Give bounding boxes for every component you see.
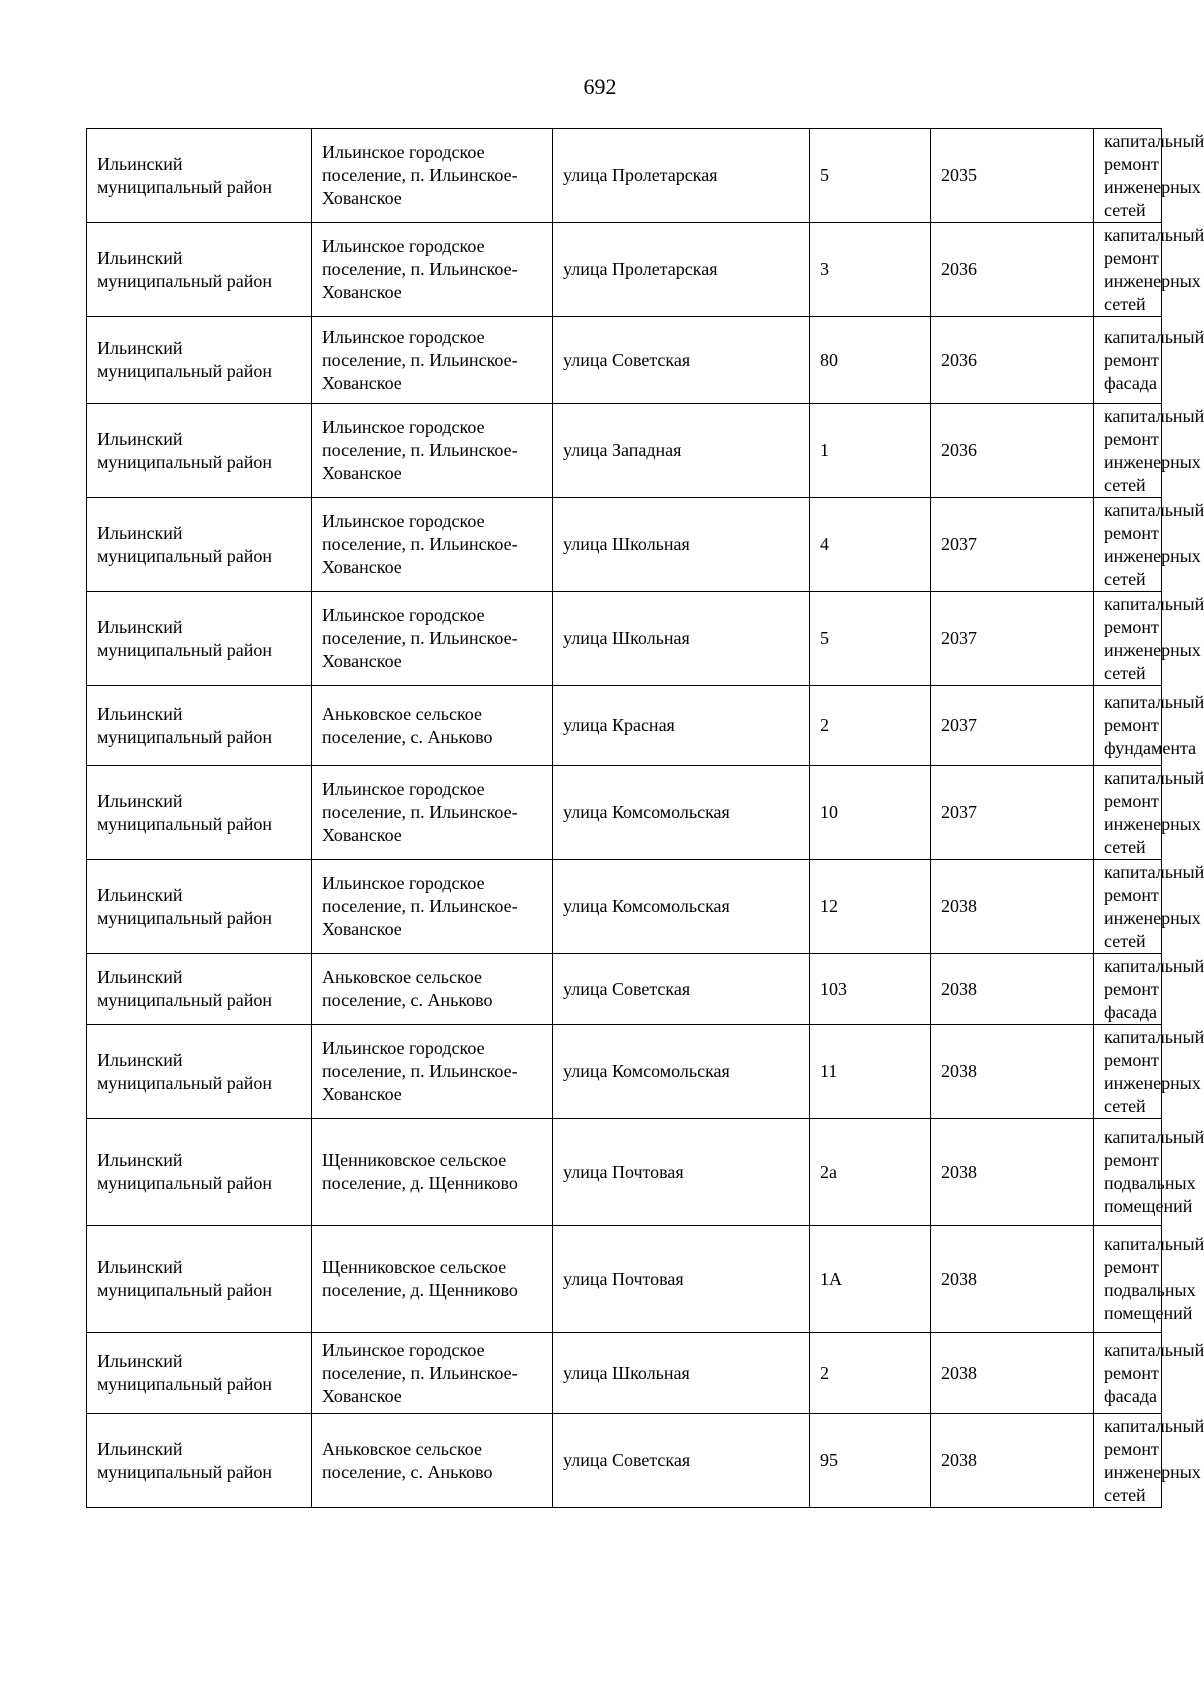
work-type-cell: капитальный ремонт инженерных сетей: [1094, 404, 1162, 498]
district-cell: Ильинский муниципальный район: [87, 1025, 312, 1119]
street-cell: улица Западная: [553, 404, 810, 498]
year-cell: 2036: [931, 223, 1094, 317]
settlement-cell: Щенниковское сельское поселение, д. Щенниково: [312, 1119, 553, 1226]
settlement-cell: Ильинское городское поселение, п. Ильинское-Хованское: [312, 498, 553, 592]
street-cell: улица Школьная: [553, 592, 810, 686]
street-cell: улица Почтовая: [553, 1226, 810, 1333]
table-row: [87, 954, 1162, 1025]
street-cell: улица Пролетарская: [553, 129, 810, 223]
year-cell: 2038: [931, 1333, 1094, 1414]
street-cell: улица Школьная: [553, 1333, 810, 1414]
settlement-cell: Ильинское городское поселение, п. Ильинское-Хованское: [312, 860, 553, 954]
street-cell: улица Советская: [553, 954, 810, 1025]
year-cell: 2038: [931, 1119, 1094, 1226]
work-type-cell: капитальный ремонт фасада: [1094, 954, 1162, 1025]
work-type-cell: капитальный ремонт фундамента: [1094, 686, 1162, 766]
house-number-cell: 2а: [810, 1119, 931, 1226]
house-number-cell: 80: [810, 317, 931, 404]
district-cell: Ильинский муниципальный район: [87, 223, 312, 317]
year-cell: 2038: [931, 1025, 1094, 1119]
street-cell: улица Комсомольская: [553, 1025, 810, 1119]
street-cell: улица Советская: [553, 317, 810, 404]
district-cell: Ильинский муниципальный район: [87, 129, 312, 223]
street-cell: улица Комсомольская: [553, 860, 810, 954]
house-number-cell: 11: [810, 1025, 931, 1119]
page-number: 692: [583, 74, 617, 99]
settlement-cell: Аньковское сельское поселение, с. Аньково: [312, 954, 553, 1025]
table-row: [87, 223, 1162, 317]
street-cell: улица Красная: [553, 686, 810, 766]
work-type-cell: капитальный ремонт инженерных сетей: [1094, 766, 1162, 860]
settlement-cell: Ильинское городское поселение, п. Ильинское-Хованское: [312, 766, 553, 860]
house-number-cell: 5: [810, 129, 931, 223]
year-cell: 2038: [931, 860, 1094, 954]
district-cell: Ильинский муниципальный район: [87, 1414, 312, 1508]
street-cell: улица Почтовая: [553, 1119, 810, 1226]
settlement-cell: Ильинское городское поселение, п. Ильинское-Хованское: [312, 1025, 553, 1119]
settlement-cell: Ильинское городское поселение, п. Ильинское-Хованское: [312, 1333, 553, 1414]
year-cell: 2038: [931, 1226, 1094, 1333]
work-type-cell: капитальный ремонт инженерных сетей: [1094, 498, 1162, 592]
table-row: [87, 1226, 1162, 1333]
district-cell: Ильинский муниципальный район: [87, 954, 312, 1025]
year-cell: 2036: [931, 317, 1094, 404]
house-number-cell: 3: [810, 223, 931, 317]
street-cell: улица Комсомольская: [553, 766, 810, 860]
table-row: [87, 686, 1162, 766]
street-cell: улица Школьная: [553, 498, 810, 592]
settlement-cell: Ильинское городское поселение, п. Ильинское-Хованское: [312, 317, 553, 404]
table-row: [87, 317, 1162, 404]
year-cell: 2037: [931, 592, 1094, 686]
district-cell: Ильинский муниципальный район: [87, 766, 312, 860]
table-row: [87, 766, 1162, 860]
settlement-cell: Ильинское городское поселение, п. Ильинское-Хованское: [312, 404, 553, 498]
street-cell: улица Советская: [553, 1414, 810, 1508]
year-cell: 2035: [931, 129, 1094, 223]
work-type-cell: капитальный ремонт инженерных сетей: [1094, 1025, 1162, 1119]
year-cell: 2036: [931, 404, 1094, 498]
house-number-cell: 1: [810, 404, 931, 498]
year-cell: 2037: [931, 686, 1094, 766]
work-type-cell: капитальный ремонт инженерных сетей: [1094, 592, 1162, 686]
table-row: [87, 129, 1162, 223]
work-type-cell: капитальный ремонт фасада: [1094, 317, 1162, 404]
table-row: [87, 592, 1162, 686]
district-cell: Ильинский муниципальный район: [87, 1226, 312, 1333]
year-cell: 2038: [931, 1414, 1094, 1508]
settlement-cell: Щенниковское сельское поселение, д. Щенниково: [312, 1226, 553, 1333]
settlement-cell: Аньковское сельское поселение, с. Аньково: [312, 1414, 553, 1508]
work-type-cell: капитальный ремонт инженерных сетей: [1094, 1414, 1162, 1508]
house-number-cell: 4: [810, 498, 931, 592]
table-row: [87, 1119, 1162, 1226]
table-row: [87, 860, 1162, 954]
work-type-cell: капитальный ремонт подвальных помещений: [1094, 1119, 1162, 1226]
registry-table: [86, 128, 1204, 1508]
district-cell: Ильинский муниципальный район: [87, 498, 312, 592]
house-number-cell: 1А: [810, 1226, 931, 1333]
house-number-cell: 95: [810, 1414, 931, 1508]
house-number-cell: 2: [810, 1333, 931, 1414]
work-type-cell: капитальный ремонт инженерных сетей: [1094, 860, 1162, 954]
house-number-cell: 5: [810, 592, 931, 686]
district-cell: Ильинский муниципальный район: [87, 1333, 312, 1414]
year-cell: 2037: [931, 498, 1094, 592]
work-type-cell: капитальный ремонт подвальных помещений: [1094, 1226, 1162, 1333]
house-number-cell: 103: [810, 954, 931, 1025]
year-cell: 2038: [931, 954, 1094, 1025]
settlement-cell: Ильинское городское поселение, п. Ильинское-Хованское: [312, 129, 553, 223]
house-number-cell: 2: [810, 686, 931, 766]
table-row: [87, 498, 1162, 592]
district-cell: Ильинский муниципальный район: [87, 404, 312, 498]
table-row: [87, 404, 1162, 498]
district-cell: Ильинский муниципальный район: [87, 592, 312, 686]
district-cell: Ильинский муниципальный район: [87, 686, 312, 766]
house-number-cell: 12: [810, 860, 931, 954]
work-type-cell: капитальный ремонт фасада: [1094, 1333, 1162, 1414]
district-cell: Ильинский муниципальный район: [87, 1119, 312, 1226]
house-number-cell: 10: [810, 766, 931, 860]
settlement-cell: Ильинское городское поселение, п. Ильинское-Хованское: [312, 223, 553, 317]
table-row: [87, 1414, 1162, 1508]
year-cell: 2037: [931, 766, 1094, 860]
work-type-cell: капитальный ремонт инженерных сетей: [1094, 129, 1162, 223]
settlement-cell: Ильинское городское поселение, п. Ильинское-Хованское: [312, 592, 553, 686]
district-cell: Ильинский муниципальный район: [87, 317, 312, 404]
street-cell: улица Пролетарская: [553, 223, 810, 317]
work-type-cell: капитальный ремонт инженерных сетей: [1094, 223, 1162, 317]
table-row: [87, 1025, 1162, 1119]
settlement-cell: Аньковское сельское поселение, с. Аньково: [312, 686, 553, 766]
table-row: [87, 1333, 1162, 1414]
district-cell: Ильинский муниципальный район: [87, 860, 312, 954]
